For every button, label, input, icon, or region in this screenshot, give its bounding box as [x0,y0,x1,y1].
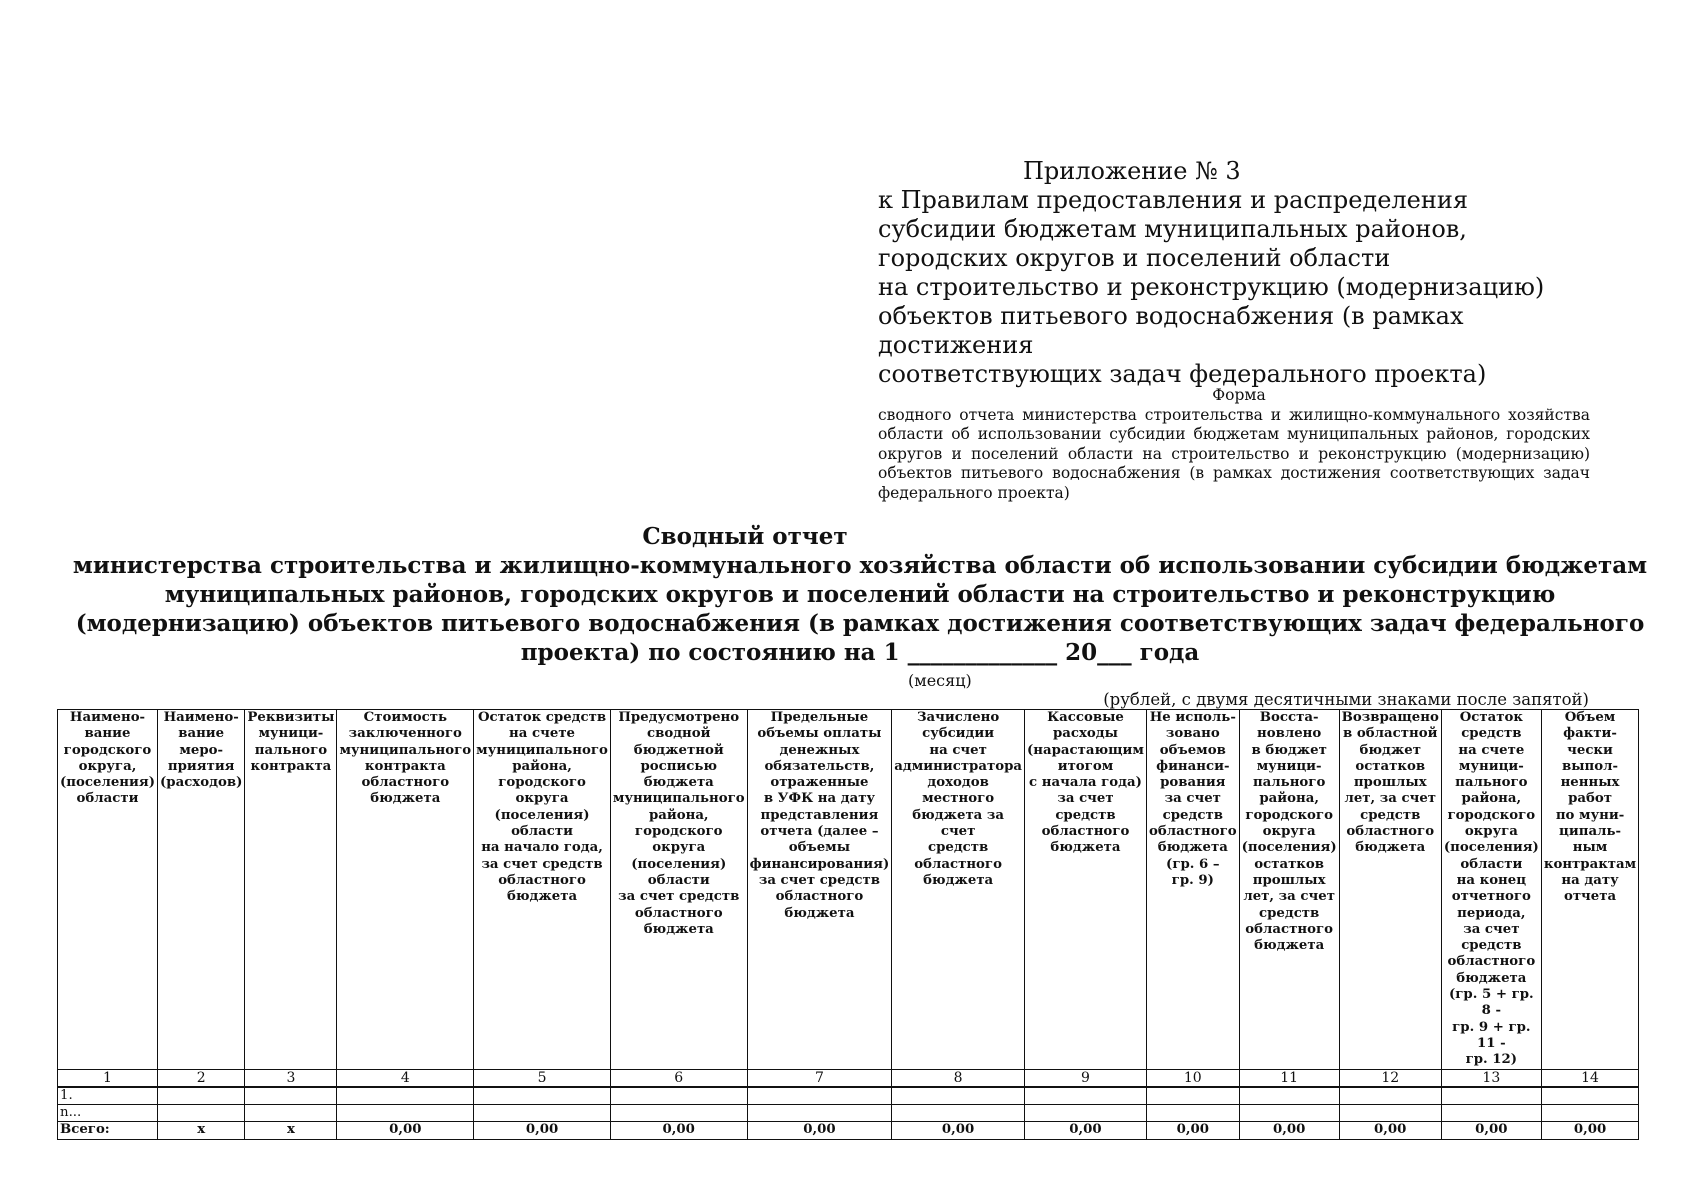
column-number: 4 [337,1069,474,1087]
column-number: 8 [892,1069,1025,1087]
total-cell: 0,00 [1441,1122,1541,1139]
table-cell [1146,1087,1239,1105]
table-cell [1339,1087,1441,1105]
table-cell [892,1105,1025,1122]
table-cell [1541,1105,1638,1122]
column-header-12: Возвращено в областной бюджет остатков прошлых лет, за счет средств областного бюджета [1339,710,1441,1070]
column-header-14: Объем факти- чески выпол- ненных работ по муни- ципаль- ным контрактам на дату отчета [1541,710,1638,1070]
table-cell [1239,1087,1339,1105]
table-cell [337,1087,474,1105]
table-cell: n... [58,1105,158,1122]
table-header-row [58,710,1639,1070]
table-cell [474,1105,611,1122]
column-number: 2 [158,1069,245,1087]
table-row [58,1105,1639,1122]
table-cell [747,1105,892,1122]
total-cell: Всего: [58,1122,158,1139]
table-cell [1339,1105,1441,1122]
table-cell [474,1087,611,1105]
total-cell: 0,00 [892,1122,1025,1139]
appendix-line: соответствующих задач федерального проекта) [878,360,1487,388]
table-cell [610,1087,747,1105]
total-cell: 0,00 [747,1122,892,1139]
table-cell [1441,1105,1541,1122]
column-header-10: Не исполь- зовано объемов финанси- рования за счет средств областного бюджета (гр. 6 – гр. 9) [1146,710,1239,1070]
month-caption: (месяц) [908,671,972,690]
table-row [58,1087,1639,1105]
total-cell: 0,00 [474,1122,611,1139]
table-cell [245,1087,337,1105]
column-number: 13 [1441,1069,1541,1087]
column-number: 1 [58,1069,158,1087]
column-header-8: Зачислено субсидии на счет администратора доходов местного бюджета за счет средств областного бюджета [892,710,1025,1070]
appendix-line: объектов питьевого водоснабжения (в рамках достижения [878,302,1464,359]
form-label: Форма [1212,386,1266,404]
table-cell [892,1087,1025,1105]
table-cell [158,1087,245,1105]
appendix-line: к Правилам предоставления и распределения [878,186,1468,214]
table-cell [1025,1105,1147,1122]
units-note: (рублей, с двумя десятичными знаками после запятой) [1103,690,1589,709]
column-header-6: Предусмотрено сводной бюджетной росписью бюджета муниципального района, городского округа (поселения) области за счет средств областного бюджета [610,710,747,1070]
table-cell [1239,1105,1339,1122]
column-header-13: Остаток средств на счете муници- пального района, городского округа (поселения) области на конец отчетного периода, за счет средств областного бюджета (гр. 5 + гр. 8 - гр. 9 + гр. 11 - гр. 12) [1441,710,1541,1070]
total-cell: x [158,1122,245,1139]
table-cell [1541,1087,1638,1105]
table-cell [245,1105,337,1122]
column-number: 5 [474,1069,611,1087]
column-header-3: Реквизиты муници- пального контракта [245,710,337,1070]
column-number: 11 [1239,1069,1339,1087]
total-cell: 0,00 [1239,1122,1339,1139]
report-title-subtitle: министерства строительства и жилищно-коммунального хозяйства области об использовании субсидии бюджетам муниципальных районов, городских округов и поселений области на строительство и реконструкцию (модернизацию) объектов питьевого водоснабжения (в рамках достижения соответствующих задач федерального проекта) по состоянию на 1 _____________ 20___ года [72,552,1648,666]
table-cell [1025,1087,1147,1105]
total-row [58,1122,1639,1139]
table-cell: 1. [58,1087,158,1105]
column-header-4: Стоимость заключенного муниципального контракта областного бюджета [337,710,474,1070]
column-header-7: Предельные объемы оплаты денежных обязательств, отраженные в УФК на дату представления отчета (далее – объемы финансирования) за счет средств областного бюджета [747,710,892,1070]
table-cell [1146,1105,1239,1122]
total-cell: 0,00 [1146,1122,1239,1139]
column-header-1: Наимено- вание городского округа, (поселения) области [58,710,158,1070]
column-number: 14 [1541,1069,1638,1087]
column-header-2: Наимено- вание меро- приятия (расходов) [158,710,245,1070]
table-cell [610,1105,747,1122]
total-cell: 0,00 [1339,1122,1441,1139]
column-header-9: Кассовые расходы (нарастающим итогом с начала года) за счет средств областного бюджета [1025,710,1147,1070]
total-cell: x [245,1122,337,1139]
form-description: сводного отчета министерства строительства и жилищно-коммунального хозяйства области об использовании субсидии бюджетам муниципальных районов, городских округов и поселений области на строительство и реконструкцию (модернизацию) объектов питьевого водоснабжения (в рамках достижения соответствующих задач федерального проекта) [878,405,1590,502]
column-header-5: Остаток средств на счете муниципального района, городского округа (поселения) области на начало года, за счет средств областного бюджета [474,710,611,1070]
table-cell [1441,1087,1541,1105]
report-table [57,709,1639,1140]
table-cell [747,1087,892,1105]
column-header-11: Восста- новлено в бюджет муници- пального района, городского округа (поселения) остатков прошлых лет, за счет средств областного бюджета [1239,710,1339,1070]
appendix-line: на строительство и реконструкцию (модернизацию) [878,273,1545,301]
report-title [70,522,1650,667]
total-cell: 0,00 [1541,1122,1638,1139]
column-number-row [58,1069,1639,1087]
total-cell: 0,00 [610,1122,747,1139]
appendix-line: городских округов и поселений области [878,244,1391,272]
appendix-number: Приложение № 3 [1023,157,1241,185]
table-cell [158,1105,245,1122]
column-number: 7 [747,1069,892,1087]
appendix-line: субсидии бюджетам муниципальных районов, [878,215,1467,243]
column-number: 10 [1146,1069,1239,1087]
column-number: 3 [245,1069,337,1087]
total-cell: 0,00 [337,1122,474,1139]
column-number: 9 [1025,1069,1147,1087]
table-cell [337,1105,474,1122]
total-cell: 0,00 [1025,1122,1147,1139]
form-block [878,386,1590,503]
column-number: 12 [1339,1069,1441,1087]
report-title-main: Сводный отчет [642,523,848,550]
appendix-block [878,157,1598,389]
column-number: 6 [610,1069,747,1087]
